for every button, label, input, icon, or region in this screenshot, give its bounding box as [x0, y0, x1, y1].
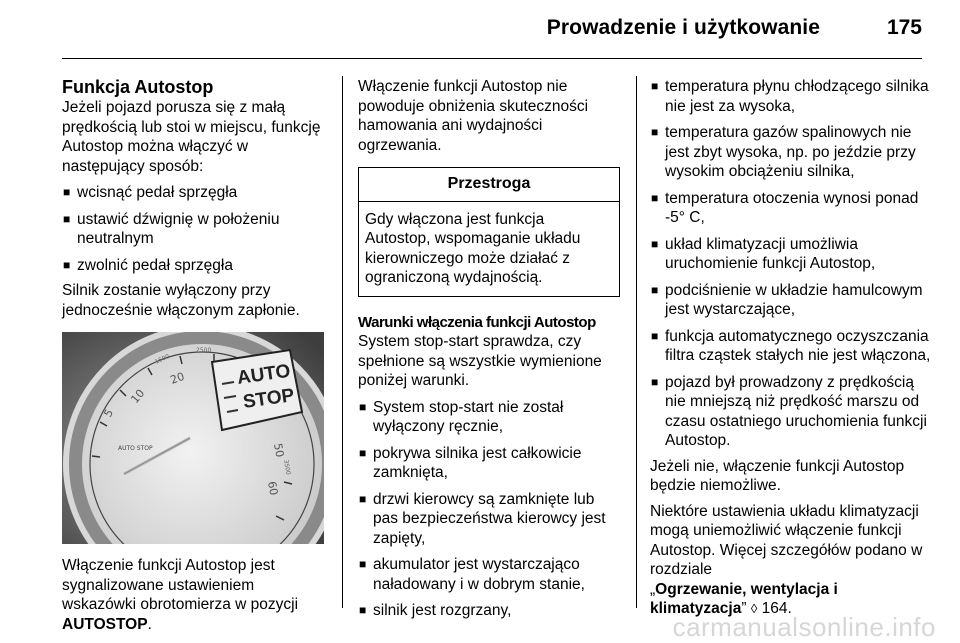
page-reference-icon: ◊	[750, 601, 758, 616]
bullet-icon: ■	[651, 190, 659, 205]
activation-steps-list	[62, 183, 332, 275]
bullet-icon: ■	[359, 603, 367, 617]
watermark: carmanualsonline.info	[672, 612, 936, 642]
bullet-icon: ■	[651, 282, 659, 297]
column-divider-2	[636, 76, 637, 608]
bullet-icon: ■	[359, 557, 367, 571]
climate-paragraph: Niektóre ustawienia układu klimatyzacji mogą uniemożliwić włączenie funkcji Autostop. Więcej szczegółów podano w rozdziale „Ogrzewanie, wentylacja i klimatyzacja” ◊ 164.	[650, 502, 923, 617]
bullet-icon: ■	[63, 185, 71, 199]
bullet-icon: ■	[651, 125, 659, 139]
bullet-icon: ■	[63, 211, 71, 226]
bullet-icon: ■	[651, 328, 659, 343]
braking-paragraph: Włączenie funkcji Autostop nie powoduje obniżenia skuteczności hamowania ani wydajności ogrzewania.	[358, 78, 589, 154]
magnified-label-auto: AUTO	[235, 360, 292, 389]
bullet-icon: ■	[359, 399, 367, 414]
list-item: ■ silnik jest rozgrzany,	[359, 602, 512, 619]
bullet-icon: ■	[651, 374, 659, 389]
list-item: ■ pokrywa silnika jest całkowicie zamknięta,	[359, 444, 582, 481]
list-item: ■ System stop-start nie został wyłączony ręcznie,	[359, 398, 564, 435]
column-2	[358, 77, 623, 621]
page-reference[interactable]: 164.	[761, 600, 792, 617]
list-item: ■ układ klimatyzacji umożliwia uruchomienie funkcji Autostop,	[651, 235, 876, 272]
conditions-list	[358, 398, 623, 621]
autostop-heading: Funkcja Autostop	[62, 77, 214, 97]
tick-label: 20	[168, 369, 187, 387]
bullet-icon: ■	[651, 236, 659, 251]
caution-title: Przestroga	[359, 168, 619, 202]
caption-paragraph: Włączenie funkcji Autostop jest sygnalizowane ustawieniem wskazówki obrotomierza w pozycji AUTOSTOP.	[62, 557, 299, 633]
engine-off-paragraph: Silnik zostanie wyłączony przy jednocześnie włączonym zapłonie.	[62, 282, 300, 319]
bullet-icon: ■	[651, 79, 659, 93]
tick-label: 5	[101, 406, 117, 420]
list-item: ■ ustawić dźwignię w położeniu neutralnym	[63, 210, 280, 247]
tachometer-photo	[62, 332, 324, 544]
chapter-link[interactable]: Ogrzewanie, wentylacja i klimatyzacja	[650, 580, 838, 617]
conditions-intro: System stop-start sprawdza, czy spełnione są wszystkie wymienione poniżej warunki.	[358, 333, 602, 389]
list-item: ■ akumulator jest wystarczająco naładowany i w dobrym stanie,	[359, 556, 585, 593]
caption-bold-term: AUTOSTOP	[62, 615, 148, 633]
list-item: ■ funkcja automatycznego oczyszczania filtra cząstek stałych nie jest włączona,	[651, 327, 931, 364]
intro-paragraph: Jeżeli pojazd porusza się z małą prędkością lub stoi w miejscu, funkcję Autostop można włączyć w następujący sposób:	[62, 99, 321, 175]
conditions-subheading: Warunki włączenia funkcji Autostop	[358, 313, 596, 331]
list-item: ■ temperatura płynu chłodzącego silnika nie jest za wysoka,	[651, 78, 929, 115]
tick-label: 50	[271, 442, 287, 459]
bullet-icon: ■	[63, 257, 71, 272]
list-item: ■ drzwi kierowcy są zamknięte lub pas bezpieczeństwa kierowcy jest zapięty,	[359, 490, 606, 547]
tick-label: 10	[128, 386, 148, 406]
section-title: Prowadzenie i użytkowanie	[546, 16, 820, 39]
magnified-label-stop: STOP	[241, 385, 296, 413]
bullet-icon: ■	[359, 491, 367, 506]
page-header	[0, 0, 960, 62]
scale-label: 2500	[196, 347, 212, 354]
conditions-list-continued	[650, 77, 932, 451]
caution-text: Gdy włączona jest funkcja Autostop, wspomaganie układu kierowniczego może działać z ograniczoną wydajnością.	[365, 210, 581, 286]
header-rule	[62, 58, 922, 59]
list-item: ■ pojazd był prowadzony z prędkością nie mniejszą niż prędkość marszu od czasu ostatniego uruchomienia funkcji Autostop.	[651, 373, 927, 449]
list-item: ■ temperatura gazów spalinowych nie jest zbyt wysoka, np. po jeździe przy wysokim obciążeniu silnika,	[651, 124, 916, 180]
page-number: 175	[886, 16, 922, 39]
tick-label: 60	[265, 480, 281, 497]
tachometer-illustration	[62, 332, 324, 544]
bullet-icon: ■	[359, 445, 367, 460]
scale-label: 1500	[153, 353, 171, 366]
caution-box	[358, 167, 620, 297]
not-possible-paragraph: Jeżeli nie, włączenie funkcji Autostop będzie niemożliwe.	[650, 457, 905, 494]
column-3	[650, 77, 932, 619]
list-item: ■ podciśnienie w układzie hamulcowym jest wystarczające,	[651, 281, 923, 318]
column-1	[62, 77, 332, 634]
gauge-autostop-mark: AUTO STOP	[118, 445, 153, 452]
scale-label: 3500	[282, 459, 292, 476]
column-divider-1	[342, 76, 343, 608]
list-item: ■ temperatura otoczenia wynosi ponad -5° C,	[651, 189, 919, 226]
list-item: ■ zwolnić pedał sprzęgła	[63, 256, 233, 274]
list-item: ■ wcisnąć pedał sprzęgła	[63, 184, 238, 201]
